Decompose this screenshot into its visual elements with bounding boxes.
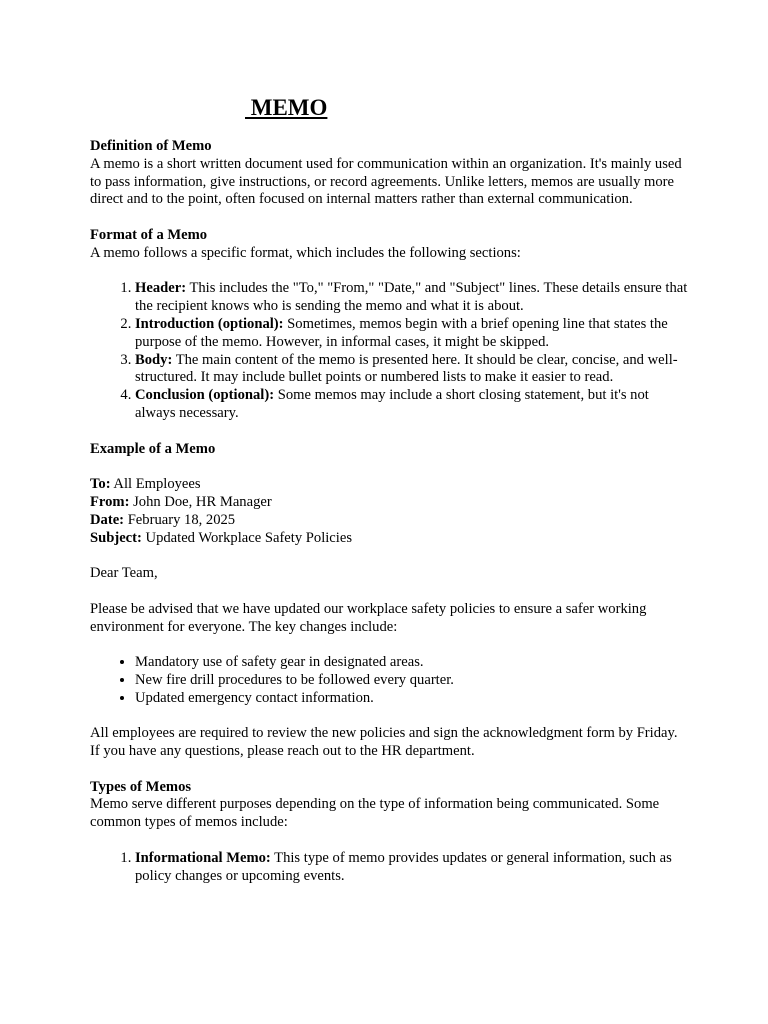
memo-subject-value: Updated Workplace Safety Policies (141, 529, 352, 546)
types-list (90, 850, 690, 886)
spacer (90, 583, 690, 601)
list-item (135, 316, 690, 352)
definition-heading: Definition of Memo (90, 138, 212, 154)
list-item (135, 850, 690, 886)
spacer (90, 458, 690, 476)
list-item-text: Some memos may include a short closing statement, but it's not always necessary. (135, 387, 649, 421)
list-item-text: Sometimes, memos begin with a brief opening line that states the purpose of the memo. However, in informal cases, it might be skipped. (135, 315, 668, 350)
memo-to-value: All Employees (110, 476, 201, 493)
format-list (90, 280, 690, 422)
bullet-item: • New fire drill procedures to be followed every quarter. (135, 672, 690, 690)
types-heading: Types of Memos (90, 778, 192, 795)
list-item-term: Informational Memo: (135, 849, 271, 866)
spacer (90, 209, 690, 227)
spacer (90, 547, 690, 565)
format-intro: A memo follows a specific format, which includes the following sections: (90, 244, 521, 261)
memo-from-value: John Doe, HR Manager (129, 493, 272, 510)
memo-date-line (90, 512, 690, 530)
memo-date-label: Date: (90, 511, 125, 528)
memo-to-label: To: (90, 476, 111, 493)
memo-date-value: February 18, 2025 (124, 511, 236, 528)
memo-bullet-list (90, 654, 690, 707)
memo-subject-label: Subject: (90, 529, 142, 546)
page-title: MEMO (245, 95, 328, 120)
spacer (90, 761, 690, 779)
list-item-term: Conclusion (optional): (135, 387, 275, 404)
memo-subject-line (90, 530, 690, 548)
list-item-term: Introduction (optional): (135, 315, 284, 332)
list-item-term: Body: (135, 351, 173, 368)
memo-to-line (90, 476, 690, 494)
list-item-text: This includes the "To," "From," "Date," and "Subject" lines. These details ensure that the recipient knows who is sending the memo and what it is about. (135, 280, 688, 315)
bullet-item: • Mandatory use of safety gear in designated areas. (135, 654, 690, 672)
memo-from-label: From: (90, 493, 130, 510)
types-intro: Memo serve different purposes depending on the type of information being communicated. Some common types of memos include: (90, 796, 660, 831)
list-item (135, 352, 690, 388)
spacer (90, 708, 690, 726)
memo-paragraph: All employees are required to review the new policies and sign the acknowledgment form by Friday. If you have any questions, please reach out to the HR department. (90, 725, 678, 760)
definition-body: A memo is a short written document used for communication within an organization. It's mainly used to pass information, give instructions, or record agreements. Unlike letters, memos are usually more direct and to the point, often focused on internal matters rather than external communication. (90, 155, 682, 208)
list-item-text: The main content of the memo is presented here. It should be clear, concise, and well-structured. It may include bullet points or numbered lists to make it easier to read. (135, 351, 678, 386)
document-page (90, 94, 690, 885)
spacer (90, 636, 690, 654)
list-item (135, 387, 690, 423)
list-item-text: This type of memo provides updates or general information, such as policy changes or upcoming events. (135, 849, 672, 884)
list-item-term: Header: (135, 280, 187, 297)
format-heading: Format of a Memo (90, 226, 208, 243)
bullet-item: • Updated emergency contact information. (135, 690, 690, 708)
example-heading: Example of a Memo (90, 440, 216, 457)
memo-from-line (90, 494, 690, 512)
spacer (90, 263, 690, 281)
memo-paragraph: Please be advised that we have updated our workplace safety policies to ensure a safer working environment for everyone. The key changes include: (90, 600, 647, 635)
spacer (90, 423, 690, 441)
memo-greeting: Dear Team, (90, 565, 158, 582)
spacer (90, 832, 690, 850)
list-item (135, 280, 690, 316)
